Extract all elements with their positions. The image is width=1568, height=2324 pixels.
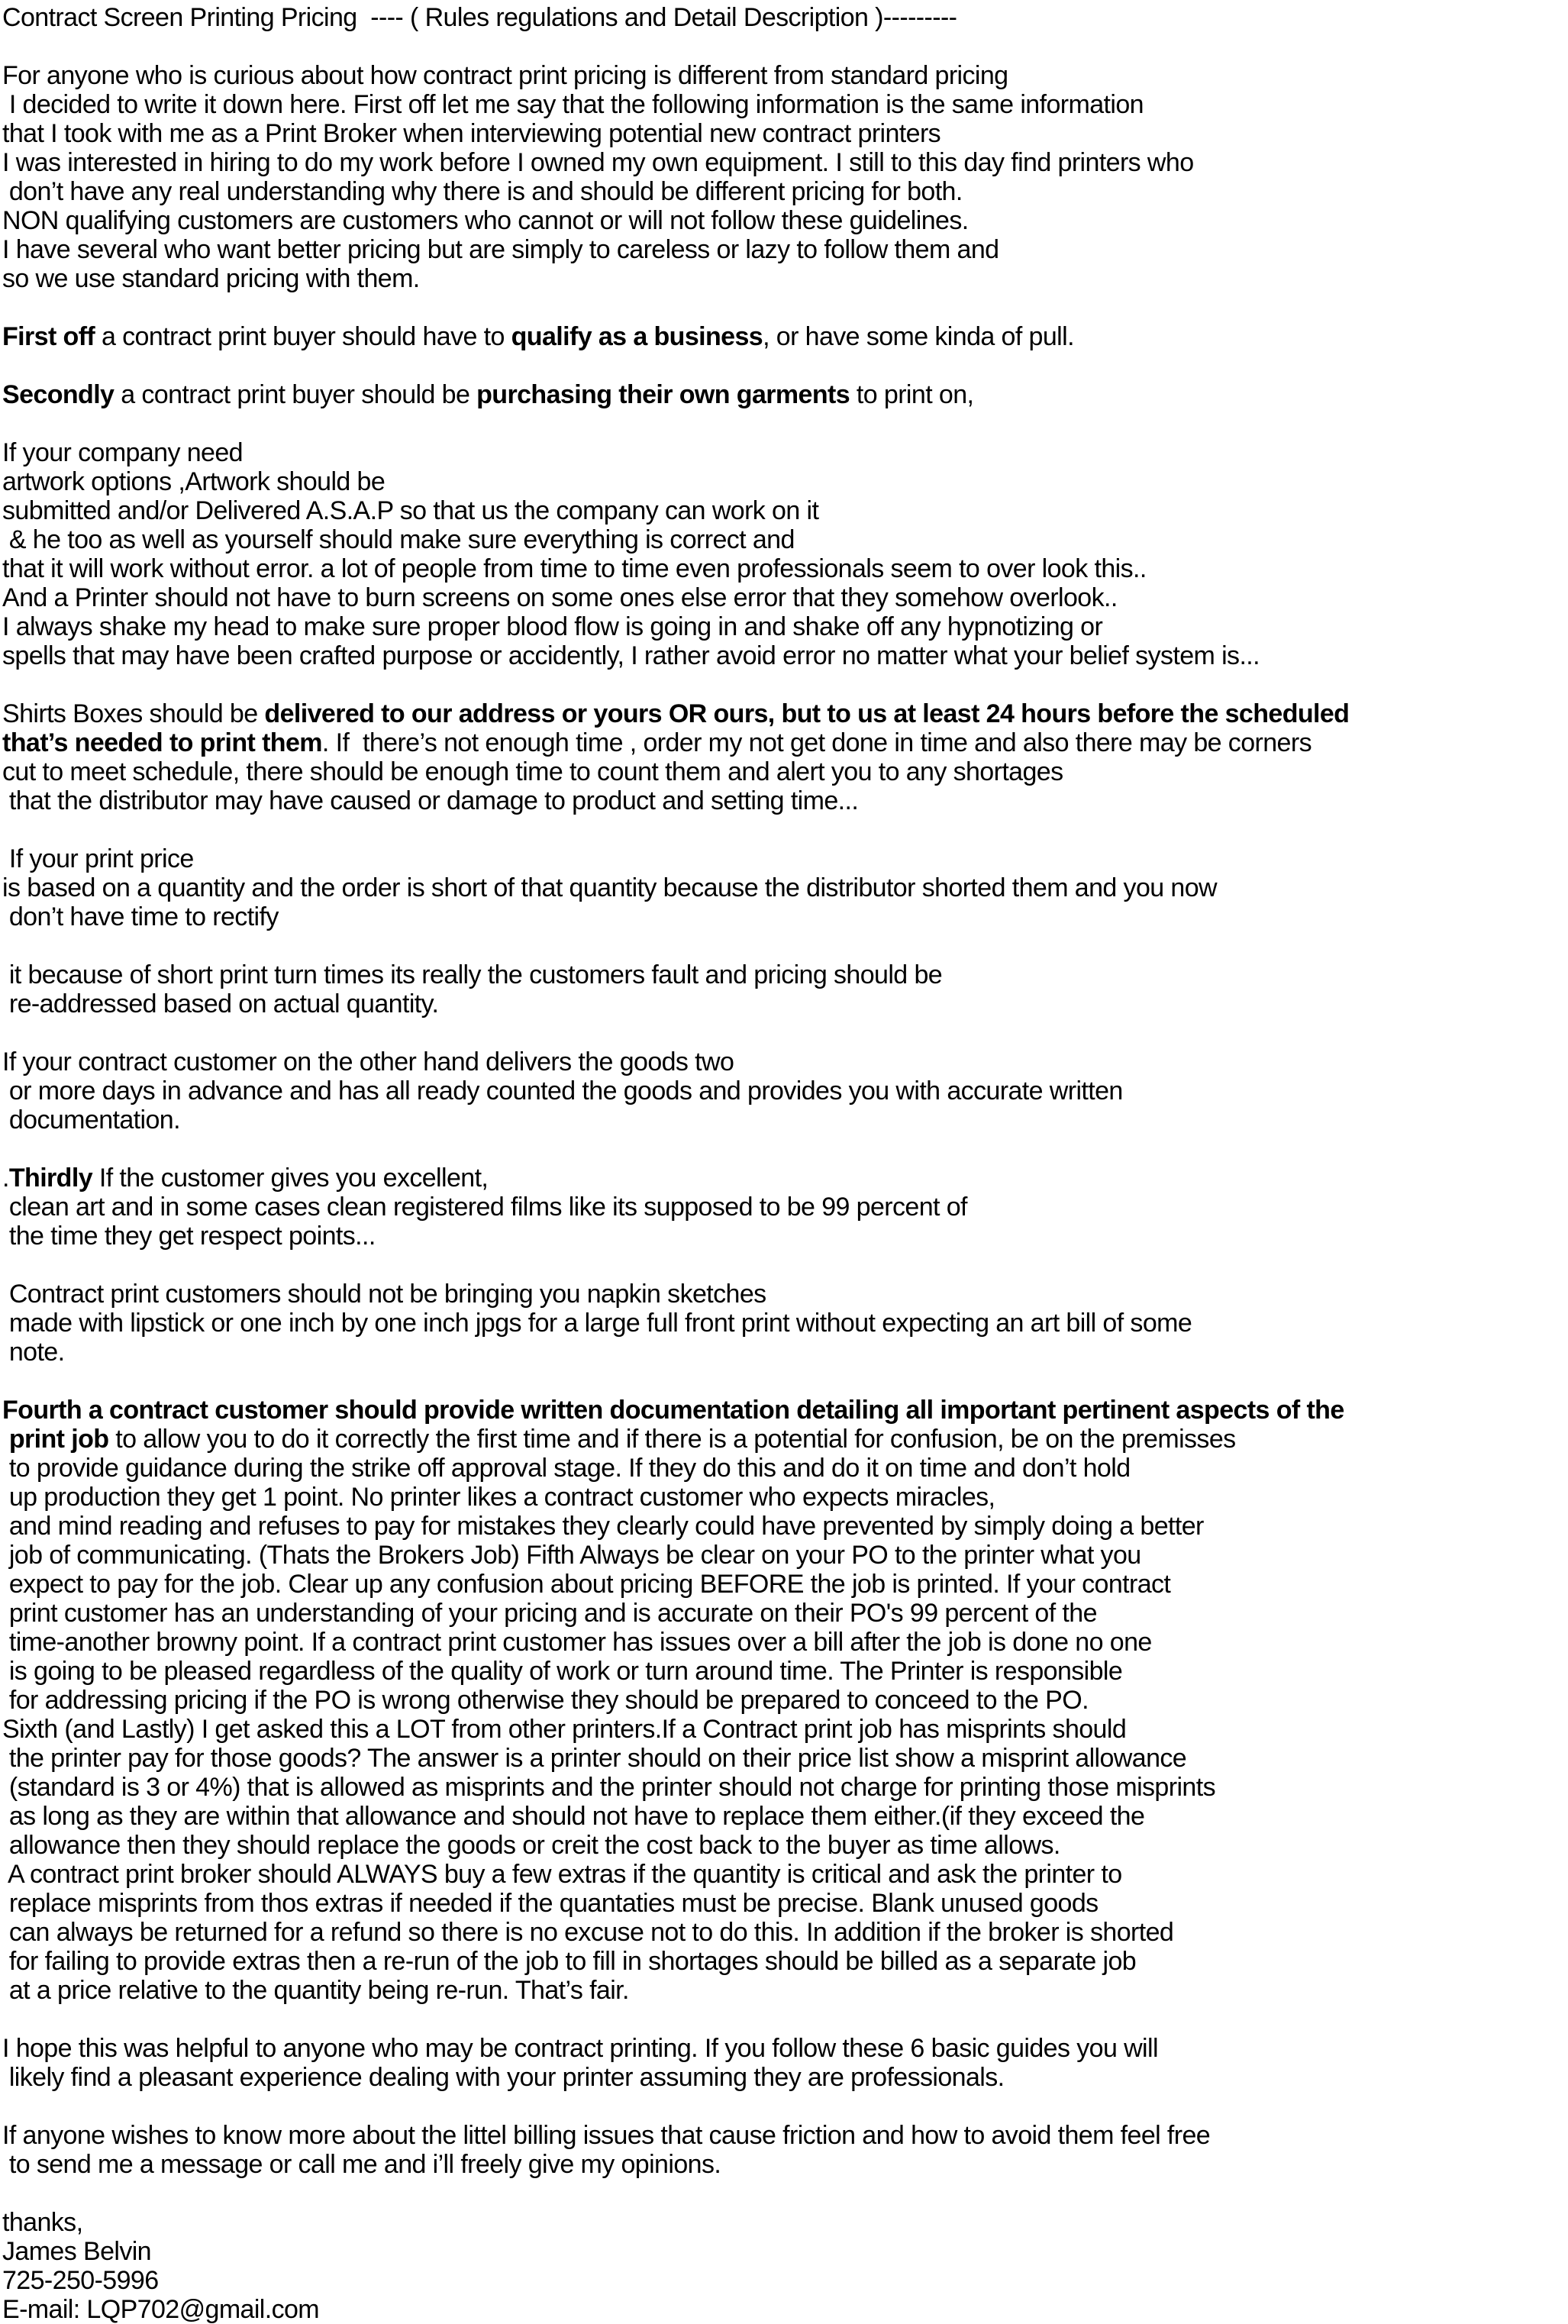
text-line: print job to allow you to do it correctly the first time and if there is a potential for confusion, be on the premisses [8, 1425, 1236, 1454]
text-line: Contract Screen Printing Pricing ---- ( Rules regulations and Detail Description )--------- [2, 3, 957, 32]
text-line: A contract print broker should ALWAYS buy a few extras if the quantity is critical and ask the printer to [2, 1860, 1122, 1889]
text-line: can always be returned for a refund so there is no excuse not to do this. In addition if the broker is shorted [2, 1918, 1174, 1947]
text-line: that the distributor may have caused or damage to product and setting time... [2, 786, 859, 815]
text-line: 725-250-5996 [2, 2266, 159, 2295]
text-line: at a price relative to the quantity being re-run. That’s fair. [2, 1976, 629, 2005]
text-line: I was interested in hiring to do my work before I owned my own equipment. I still to this day find printers who [2, 148, 1194, 177]
blank-line [2, 351, 1568, 380]
text-line: expect to pay for the job. Clear up any confusion about pricing BEFORE the job is printed. If your contract [2, 1570, 1171, 1599]
text-line: If your print price [2, 844, 194, 873]
text-line: so we use standard pricing with them. [2, 264, 420, 293]
text-line: and mind reading and refuses to pay for mistakes they clearly could have prevented by simply doing a better [2, 1512, 1204, 1541]
text-line: time-another browny point. If a contract print customer has issues over a bill after the job is done no one [2, 1628, 1152, 1657]
text-line: thanks, [2, 2208, 83, 2237]
text-line: cut to meet schedule, there should be enough time to count them and alert you to any shortages [2, 757, 1063, 786]
text-line: & he too as well as yourself should make sure everything is correct and [2, 525, 795, 554]
blank-line [2, 32, 1568, 61]
text-line: made with lipstick or one inch by one inch jpgs for a large full front print without expecting an art bill of some [2, 1309, 1192, 1338]
text-line: NON qualifying customers are customers who cannot or will not follow these guidelines. [2, 206, 969, 235]
text-line: that I took with me as a Print Broker when interviewing potential new contract printers [2, 119, 941, 148]
text-line: I hope this was helpful to anyone who may be contract printing. If you follow these 6 basic guides you will [2, 2034, 1158, 2063]
blank-line [2, 931, 1568, 960]
text-line: don’t have time to rectify [2, 902, 279, 931]
text-line: E-mail: LQP702@gmail.com [2, 2295, 320, 2324]
text-line: Contract print customers should not be bringing you napkin sketches [2, 1280, 766, 1309]
blank-line [2, 1135, 1568, 1164]
blank-line [2, 409, 1568, 438]
text-line: If anyone wishes to know more about the littel billing issues that cause friction and how to avoid them feel free [2, 2121, 1211, 2150]
text-line: likely find a pleasant experience dealing with your printer assuming they are professionals. [2, 2063, 1005, 2092]
text-line: artwork options ,Artwork should be [2, 467, 386, 496]
blank-line [2, 2179, 1568, 2208]
text-line: documentation. [2, 1106, 180, 1135]
text-line: note. [2, 1338, 65, 1367]
blank-line [2, 293, 1568, 322]
text-line: don’t have any real understanding why there is and should be different pricing for both. [2, 177, 963, 206]
text-line: re-addressed based on actual quantity. [2, 989, 439, 1018]
text-line: print customer has an understanding of your pricing and is accurate on their PO's 99 percent of the [2, 1599, 1097, 1628]
blank-line [2, 2092, 1568, 2121]
text-line: For anyone who is curious about how contract print pricing is different from standard pricing [2, 61, 1008, 90]
text-line: is going to be pleased regardless of the quality of work or turn around time. The Printer is responsible [2, 1657, 1123, 1686]
text-line: that it will work without error. a lot of people from time to time even professionals seem to over look this.. [2, 554, 1147, 583]
text-line: spells that may have been crafted purpose or accidently, I rather avoid error no matter what your belief system is... [2, 641, 1260, 670]
text-line: I decided to write it down here. First off let me say that the following information is the same information [2, 90, 1144, 119]
text-line: the time they get respect points... [2, 1222, 376, 1251]
text-line: And a Printer should not have to burn screens on some ones else error that they somehow overlook.. [2, 583, 1118, 612]
text-line: I always shake my head to make sure proper blood flow is going in and shake off any hypnotizing or [2, 612, 1103, 641]
text-line: to provide guidance during the strike off approval stage. If they do this and do it on time and don’t hold [2, 1454, 1131, 1483]
text-line: is based on a quantity and the order is short of that quantity because the distributor shorted them and you now [2, 873, 1217, 902]
text-line: clean art and in some cases clean registered films like its supposed to be 99 percent of [2, 1193, 967, 1222]
text-line: submitted and/or Delivered A.S.A.P so that us the company can work on it [2, 496, 819, 525]
text-line: Secondly a contract print buyer should be purchasing their own garments to print on, [2, 380, 974, 409]
text-line: If your company need [2, 438, 243, 467]
document-body [2, 3, 1568, 2324]
text-line: James Belvin [2, 2237, 151, 2266]
text-line: to send me a message or call me and i’ll freely give my opinions. [2, 2150, 721, 2179]
text-line: Sixth (and Lastly) I get asked this a LOT from other printers.If a Contract print job has misprints should [2, 1715, 1127, 1744]
text-line: If your contract customer on the other hand delivers the goods two [2, 1047, 734, 1076]
text-line: job of communicating. (Thats the Brokers Job) Fifth Always be clear on your PO to the printer what you [2, 1541, 1141, 1570]
blank-line [2, 1251, 1568, 1280]
text-line: that’s needed to print them. If there’s not enough time , order my not get done in time and also there may be corners [2, 728, 1312, 757]
blank-line [2, 670, 1568, 699]
text-line: .Thirdly If the customer gives you excellent, [2, 1164, 489, 1193]
text-line: or more days in advance and has all ready counted the goods and provides you with accurate written [2, 1076, 1123, 1106]
text-line: replace misprints from thos extras if needed if the quantaties must be precise. Blank unused goods [2, 1889, 1099, 1918]
text-line: for failing to provide extras then a re-run of the job to fill in shortages should be billed as a separate job [2, 1947, 1137, 1976]
blank-line [2, 1018, 1568, 1047]
text-line: as long as they are within that allowance and should not have to replace them either.(if they exceed the [2, 1802, 1145, 1831]
text-line: the printer pay for those goods? The answer is a printer should on their price list show a misprint allowance [2, 1744, 1187, 1773]
text-line: up production they get 1 point. No printer likes a contract customer who expects miracles, [2, 1483, 995, 1512]
blank-line [2, 815, 1568, 844]
text-line: Fourth a contract customer should provide written documentation detailing all important pertinent aspects of the [2, 1396, 1344, 1425]
blank-line [2, 1367, 1568, 1396]
text-line: allowance then they should replace the goods or creit the cost back to the buyer as time allows. [2, 1831, 1060, 1860]
text-line: First off a contract print buyer should have to qualify as a business, or have some kinda of pull. [2, 322, 1074, 351]
text-line: it because of short print turn times its really the customers fault and pricing should be [2, 960, 943, 989]
text-line: for addressing pricing if the PO is wrong otherwise they should be prepared to conceed to the PO. [2, 1686, 1089, 1715]
blank-line [2, 2005, 1568, 2034]
text-line: Shirts Boxes should be delivered to our address or yours OR ours, but to us at least 24 hours before the scheduled [2, 699, 1350, 728]
text-line: (standard is 3 or 4%) that is allowed as misprints and the printer should not charge for printing those misprints [2, 1773, 1215, 1802]
text-line: I have several who want better pricing but are simply to careless or lazy to follow them and [2, 235, 999, 264]
